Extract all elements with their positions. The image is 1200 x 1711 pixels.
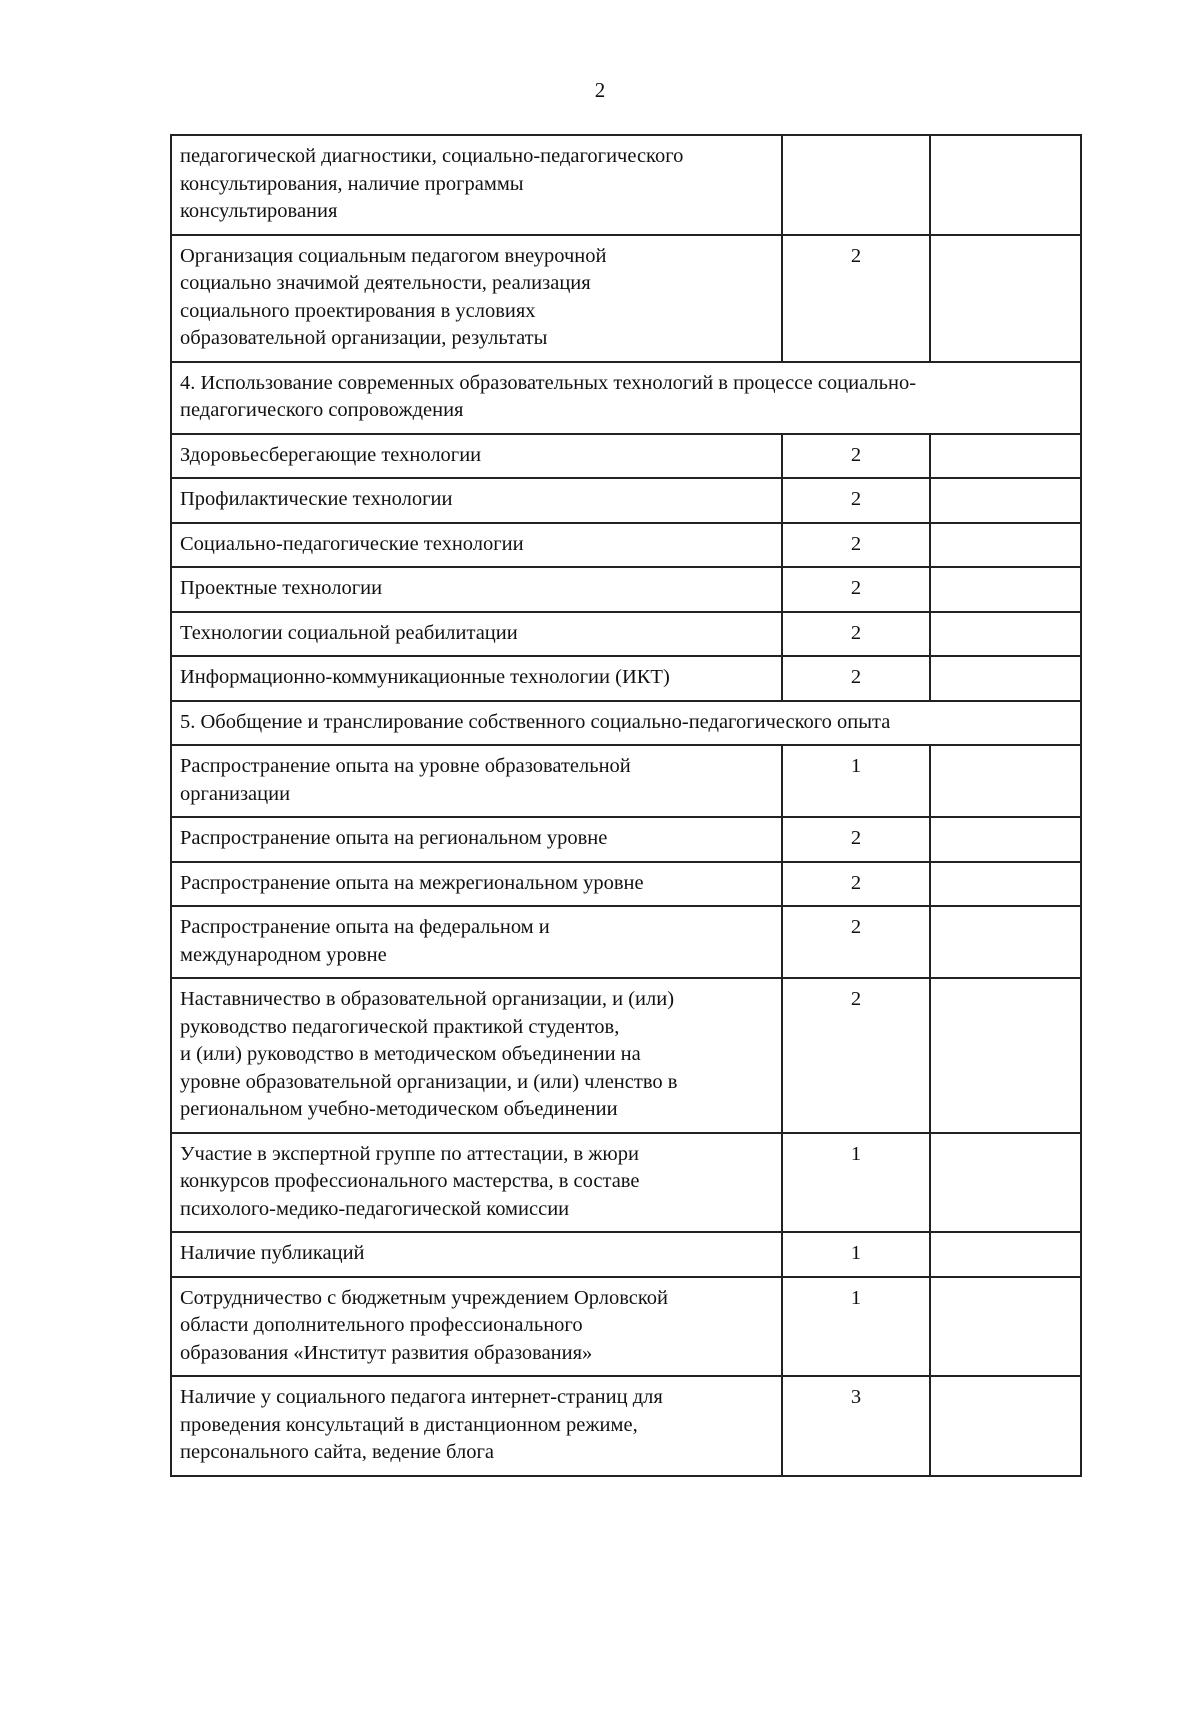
criterion-score: 3: [782, 1376, 930, 1476]
criterion-score: 2: [782, 523, 930, 568]
criterion-text: Наличие у социального педагога интернет-страниц для проведения консультаций в дистанционном режиме, персонального сайта, ведение блога: [171, 1376, 782, 1476]
criterion-score: 1: [782, 1232, 930, 1277]
criterion-score: 2: [782, 906, 930, 978]
criterion-row: [171, 745, 1081, 817]
criterion-assessment-cell: [930, 434, 1081, 479]
criterion-row: [171, 434, 1081, 479]
criterion-assessment-cell: [930, 862, 1081, 907]
criterion-assessment-cell: [930, 745, 1081, 817]
criterion-row: [171, 862, 1081, 907]
criterion-row: [171, 478, 1081, 523]
criterion-assessment-cell: [930, 523, 1081, 568]
criterion-row: [171, 1376, 1081, 1476]
criterion-text: Распространение опыта на межрегиональном уровне: [171, 862, 782, 907]
criteria-table-body: [171, 135, 1081, 1476]
criterion-text: Распространение опыта на уровне образовательной организации: [171, 745, 782, 817]
criterion-score: 2: [782, 978, 930, 1133]
criterion-score: 1: [782, 1133, 930, 1233]
criterion-text: Информационно-коммуникационные технологии (ИКТ): [171, 656, 782, 701]
criterion-text: Сотрудничество с бюджетным учреждением Орловской области дополнительного профессионального образования «Институт развития образования»: [171, 1277, 782, 1377]
section-title: 4. Использование современных образовательных технологий в процессе социально- педагогического сопровождения: [171, 362, 1081, 434]
criterion-score: 1: [782, 745, 930, 817]
criterion-score: [782, 135, 930, 235]
section-header-row: [171, 701, 1081, 746]
criterion-score: 2: [782, 478, 930, 523]
criterion-row: [171, 906, 1081, 978]
criterion-assessment-cell: [930, 656, 1081, 701]
criterion-row: [171, 235, 1081, 362]
criterion-row: [171, 817, 1081, 862]
criterion-text: Наставничество в образовательной организации, и (или) руководство педагогической практикой студентов, и (или) руководство в методическом объединении на уровне образовательной организации, и (или) членство в региональном учебно-методическом объединении: [171, 978, 782, 1133]
criterion-text: Наличие публикаций: [171, 1232, 782, 1277]
criterion-text: Распространение опыта на региональном уровне: [171, 817, 782, 862]
criterion-score: 2: [782, 656, 930, 701]
criterion-score: 2: [782, 235, 930, 362]
criterion-assessment-cell: [930, 1232, 1081, 1277]
criterion-row: [171, 567, 1081, 612]
criterion-row: [171, 978, 1081, 1133]
criterion-assessment-cell: [930, 612, 1081, 657]
criterion-text: Социально-педагогические технологии: [171, 523, 782, 568]
criterion-text: педагогической диагностики, социально-педагогического консультирования, наличие программы консультирования: [171, 135, 782, 235]
criterion-assessment-cell: [930, 817, 1081, 862]
criterion-assessment-cell: [930, 906, 1081, 978]
page-number: 2: [594, 78, 606, 102]
criterion-row: [171, 656, 1081, 701]
criterion-row: [171, 523, 1081, 568]
criterion-text: Проектные технологии: [171, 567, 782, 612]
section-title: 5. Обобщение и транслирование собственного социально-педагогического опыта: [171, 701, 1081, 746]
criterion-text: Участие в экспертной группе по аттестации, в жюри конкурсов профессионального мастерства, в составе психолого-медико-педагогической комиссии: [171, 1133, 782, 1233]
criterion-text: Технологии социальной реабилитации: [171, 612, 782, 657]
criterion-assessment-cell: [930, 978, 1081, 1133]
criterion-assessment-cell: [930, 478, 1081, 523]
criterion-score: 2: [782, 567, 930, 612]
criterion-row: [171, 1133, 1081, 1233]
criterion-text: Здоровьесберегающие технологии: [171, 434, 782, 479]
criterion-row: [171, 612, 1081, 657]
criterion-text: Организация социальным педагогом внеурочной социально значимой деятельности, реализация социального проектирования в условиях образовательной организации, результаты: [171, 235, 782, 362]
criterion-row: [171, 1232, 1081, 1277]
criterion-row: [171, 135, 1081, 235]
criterion-assessment-cell: [930, 567, 1081, 612]
criterion-score: 2: [782, 434, 930, 479]
criterion-assessment-cell: [930, 135, 1081, 235]
criterion-row: [171, 1277, 1081, 1377]
criterion-assessment-cell: [930, 235, 1081, 362]
section-header-row: [171, 362, 1081, 434]
criteria-table: [170, 134, 1082, 1477]
criterion-assessment-cell: [930, 1133, 1081, 1233]
criterion-text: Распространение опыта на федеральном и международном уровне: [171, 906, 782, 978]
criterion-score: 2: [782, 612, 930, 657]
criterion-score: 2: [782, 817, 930, 862]
criterion-assessment-cell: [930, 1277, 1081, 1377]
criterion-text: Профилактические технологии: [171, 478, 782, 523]
criterion-score: 1: [782, 1277, 930, 1377]
criterion-score: 2: [782, 862, 930, 907]
criterion-assessment-cell: [930, 1376, 1081, 1476]
